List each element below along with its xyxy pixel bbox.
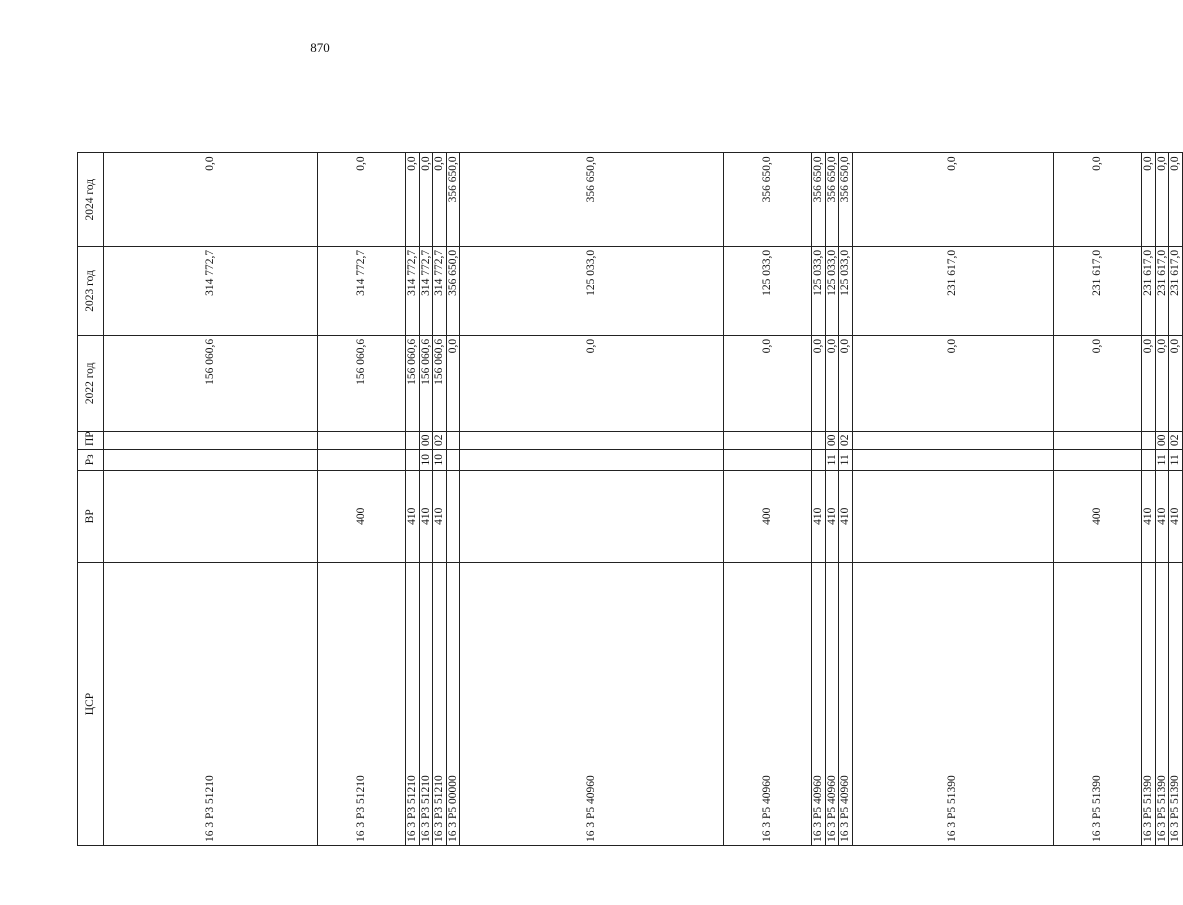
- cell-pr: 00: [825, 431, 839, 449]
- cell-y2023: 125 033,0: [460, 246, 724, 335]
- cell-y2023: 314 772,7: [104, 246, 318, 335]
- cell-pr: [317, 431, 406, 449]
- cell-y2024: 0,0: [419, 153, 433, 247]
- table-row: [104, 62, 318, 846]
- cell-csr: 16 3 P3 51210: [317, 562, 406, 845]
- cell-pr: 02: [839, 431, 853, 449]
- header-y2024: 2024 год: [78, 153, 104, 247]
- cell-vr: 410: [812, 470, 826, 562]
- cell-csr: 16 3 P5 51390: [852, 562, 1053, 845]
- cell-rz: [723, 450, 812, 471]
- table-body: [104, 62, 1183, 846]
- header-rz: Рз: [78, 450, 104, 471]
- cell-y2023: 314 772,7: [406, 246, 420, 335]
- cell-y2023: 125 033,0: [812, 246, 826, 335]
- table-row: [1142, 62, 1156, 846]
- cell-y2022: 0,0: [839, 335, 853, 431]
- cell-csr: 16 3 P3 51210: [104, 562, 318, 845]
- cell-rz: [1053, 450, 1142, 471]
- cell-y2024: 0,0: [104, 153, 318, 247]
- cell-y2022: 0,0: [446, 335, 460, 431]
- cell-vr: [852, 470, 1053, 562]
- cell-pr: [1142, 431, 1156, 449]
- header-csr: ЦСР: [78, 562, 104, 845]
- cell-vr: 410: [1142, 470, 1156, 562]
- cell-csr: 16 3 P5 51390: [1155, 562, 1169, 845]
- cell-rz: [104, 450, 318, 471]
- cell-y2023: 125 033,0: [825, 246, 839, 335]
- cell-csr: 16 3 P3 51210: [433, 562, 447, 845]
- cell-y2023: 231 617,0: [1142, 246, 1156, 335]
- cell-csr: 16 3 P5 40960: [825, 562, 839, 845]
- budget-table: [77, 61, 1183, 846]
- cell-y2024: 0,0: [1169, 153, 1183, 247]
- cell-y2022: 156 060,6: [406, 335, 420, 431]
- cell-vr: 410: [1169, 470, 1183, 562]
- cell-vr: [460, 470, 724, 562]
- cell-csr: 16 3 P3 51210: [406, 562, 420, 845]
- page-number: 870: [310, 40, 330, 55]
- cell-csr: 16 3 P5 00000: [446, 562, 460, 845]
- cell-rz: [812, 450, 826, 471]
- cell-pr: 02: [1169, 431, 1183, 449]
- cell-vr: [104, 470, 318, 562]
- cell-vr: 410: [433, 470, 447, 562]
- cell-csr: 16 3 P5 51390: [1053, 562, 1142, 845]
- cell-vr: 410: [839, 470, 853, 562]
- table-row: [1155, 62, 1169, 846]
- cell-y2022: 156 060,6: [317, 335, 406, 431]
- header-y2023: 2023 год: [78, 246, 104, 335]
- cell-y2024: 0,0: [433, 153, 447, 247]
- cell-y2024: 0,0: [1053, 153, 1142, 247]
- cell-pr: 00: [419, 431, 433, 449]
- header-pr: ПР: [78, 431, 104, 449]
- table-row: [852, 62, 1053, 846]
- cell-y2022: 0,0: [1142, 335, 1156, 431]
- cell-y2022: 0,0: [852, 335, 1053, 431]
- cell-rz: 10: [419, 450, 433, 471]
- cell-y2022: 0,0: [1169, 335, 1183, 431]
- cell-y2024: 0,0: [317, 153, 406, 247]
- cell-pr: [460, 431, 724, 449]
- cell-y2024: 356 650,0: [812, 153, 826, 247]
- cell-pr: [852, 431, 1053, 449]
- table-row: [433, 62, 447, 846]
- rotated-table-container: [77, 61, 1181, 846]
- cell-vr: 410: [825, 470, 839, 562]
- cell-y2022: 0,0: [1053, 335, 1142, 431]
- cell-vr: 400: [723, 470, 812, 562]
- cell-y2024: 356 650,0: [460, 153, 724, 247]
- cell-pr: [1053, 431, 1142, 449]
- cell-pr: [723, 431, 812, 449]
- cell-rz: [852, 450, 1053, 471]
- cell-pr: [406, 431, 420, 449]
- cell-y2023: 356 650,0: [446, 246, 460, 335]
- cell-rz: 10: [433, 450, 447, 471]
- cell-rz: 11: [1155, 450, 1169, 471]
- cell-rz: 11: [825, 450, 839, 471]
- cell-y2024: 356 650,0: [825, 153, 839, 247]
- cell-y2023: 231 617,0: [1053, 246, 1142, 335]
- cell-rz: 11: [839, 450, 853, 471]
- cell-rz: [446, 450, 460, 471]
- cell-pr: 02: [433, 431, 447, 449]
- cell-rz: 11: [1169, 450, 1183, 471]
- table-row: [460, 62, 724, 846]
- cell-y2022: 0,0: [812, 335, 826, 431]
- table-header-row: [78, 62, 104, 846]
- cell-y2022: 0,0: [825, 335, 839, 431]
- cell-y2024: 356 650,0: [723, 153, 812, 247]
- cell-y2024: 0,0: [1142, 153, 1156, 247]
- cell-y2022: 156 060,6: [419, 335, 433, 431]
- cell-y2022: 156 060,6: [433, 335, 447, 431]
- table-row: [1053, 62, 1142, 846]
- cell-y2023: 231 617,0: [1169, 246, 1183, 335]
- cell-y2024: 0,0: [852, 153, 1053, 247]
- table-row: [317, 62, 406, 846]
- table-row: [825, 62, 839, 846]
- cell-csr: 16 3 P5 51390: [1169, 562, 1183, 845]
- cell-y2023: 125 033,0: [723, 246, 812, 335]
- cell-pr: [446, 431, 460, 449]
- cell-y2024: 356 650,0: [446, 153, 460, 247]
- cell-pr: [812, 431, 826, 449]
- table-row: [406, 62, 420, 846]
- cell-rz: [460, 450, 724, 471]
- cell-vr: 410: [419, 470, 433, 562]
- cell-y2023: 314 772,7: [317, 246, 406, 335]
- cell-rz: [317, 450, 406, 471]
- cell-y2022: 0,0: [1155, 335, 1169, 431]
- cell-y2023: 314 772,7: [433, 246, 447, 335]
- table-row: [419, 62, 433, 846]
- cell-csr: 16 3 P5 40960: [723, 562, 812, 845]
- header-y2022: 2022 год: [78, 335, 104, 431]
- cell-y2024: 0,0: [406, 153, 420, 247]
- cell-rz: [406, 450, 420, 471]
- cell-csr: 16 3 P5 40960: [839, 562, 853, 845]
- cell-vr: 410: [406, 470, 420, 562]
- cell-y2022: 0,0: [723, 335, 812, 431]
- cell-rz: [1142, 450, 1156, 471]
- table-row: [812, 62, 826, 846]
- cell-csr: 16 3 P3 51210: [419, 562, 433, 845]
- cell-y2023: 231 617,0: [852, 246, 1053, 335]
- cell-vr: 400: [317, 470, 406, 562]
- cell-pr: [104, 431, 318, 449]
- cell-y2024: 0,0: [1155, 153, 1169, 247]
- cell-y2022: 156 060,6: [104, 335, 318, 431]
- table-row: [839, 62, 853, 846]
- cell-csr: 16 3 P5 40960: [460, 562, 724, 845]
- header-vr: ВР: [78, 470, 104, 562]
- cell-csr: 16 3 P5 40960: [812, 562, 826, 845]
- cell-pr: 00: [1155, 431, 1169, 449]
- cell-csr: 16 3 P5 51390: [1142, 562, 1156, 845]
- cell-vr: 410: [1155, 470, 1169, 562]
- cell-y2023: 314 772,7: [419, 246, 433, 335]
- cell-y2024: 356 650,0: [839, 153, 853, 247]
- cell-vr: 400: [1053, 470, 1142, 562]
- cell-y2023: 231 617,0: [1155, 246, 1169, 335]
- table-row: [1169, 62, 1183, 846]
- table-row: [723, 62, 812, 846]
- table-row: [446, 62, 460, 846]
- cell-y2023: 125 033,0: [839, 246, 853, 335]
- cell-vr: [446, 470, 460, 562]
- cell-y2022: 0,0: [460, 335, 724, 431]
